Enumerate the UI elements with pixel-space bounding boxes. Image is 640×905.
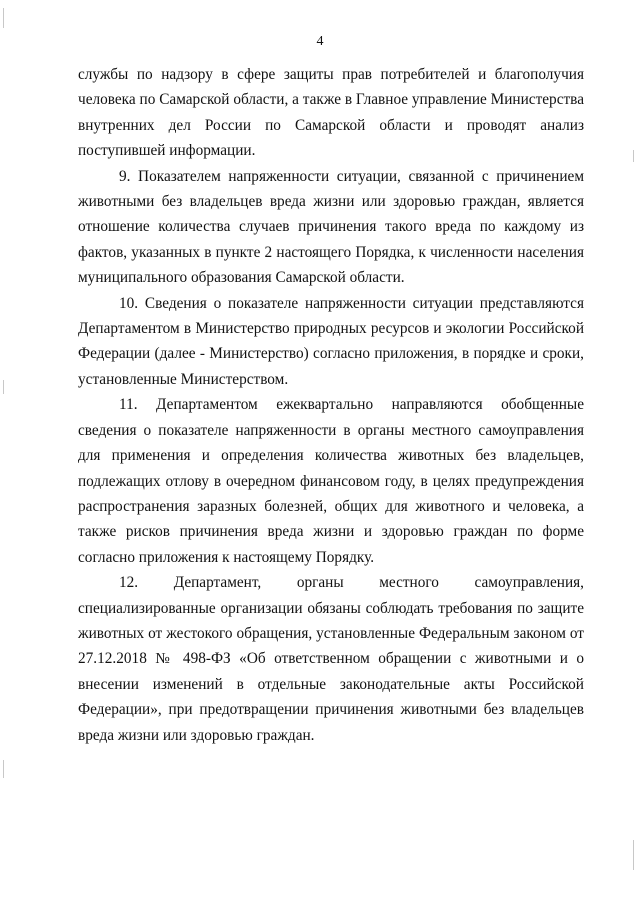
paragraph-10: 10. Сведения о показателе напряженности ситуации представляются Департаментом в Министерство природных ресурсов и экологии Российской Федерации (далее - Министерство) согласно приложения, в порядке и сроки, установленные Министерством. <box>78 294 584 388</box>
scan-edge-mark <box>633 150 634 162</box>
scan-edge-mark <box>3 760 4 778</box>
scan-edge-mark <box>3 380 4 394</box>
page-number: 4 <box>316 34 324 49</box>
scan-edge-mark <box>3 8 4 28</box>
paragraph-continuation: службы по надзору в сфере защиты прав потребителей и благополучия человека по Самарской области, а также в Главное управление Министерства внутренних дел России по Самарской области и проводят анализ поступившей информации. <box>78 66 584 160</box>
paragraph-12: 12. Департамент, органы местного самоуправления, специализированные организации обязаны соблюдать требования по защите животных от жестокого обращения, установленные Федеральным законом от 27.12.2018 № 498-ФЗ «Об ответственном обращении с животными и о внесении изменений в отдельные законодательные акты Российской Федерации», при предотвращении причинения животными без владельцев вреда жизни или здоровью граждан. <box>78 574 584 744</box>
paragraph-9: 9. Показателем напряженности ситуации, связанной с причинением животными без владельцев вреда жизни или здоровью граждан, является отношение количества случаев причинения такого вреда по каждому из фактов, указанных в пункте 2 настоящего Порядка, к численности населения муниципального образования Самарской области. <box>78 167 584 287</box>
scan-edge-mark <box>633 840 634 870</box>
paragraph-11: 11. Департаментом ежеквартально направляются обобщенные сведения о показателе напряженности в органы местного самоуправления для применения и определения количества животных без владельцев, подлежащих отлову в очередном финансовом году, в целях предупреждения распространения заразных болезней, общих для животного и человека, а также рисков причинения вреда жизни и здоровью граждан по форме согласно приложения к настоящему Порядку. <box>78 396 584 566</box>
document-body <box>78 62 584 748</box>
